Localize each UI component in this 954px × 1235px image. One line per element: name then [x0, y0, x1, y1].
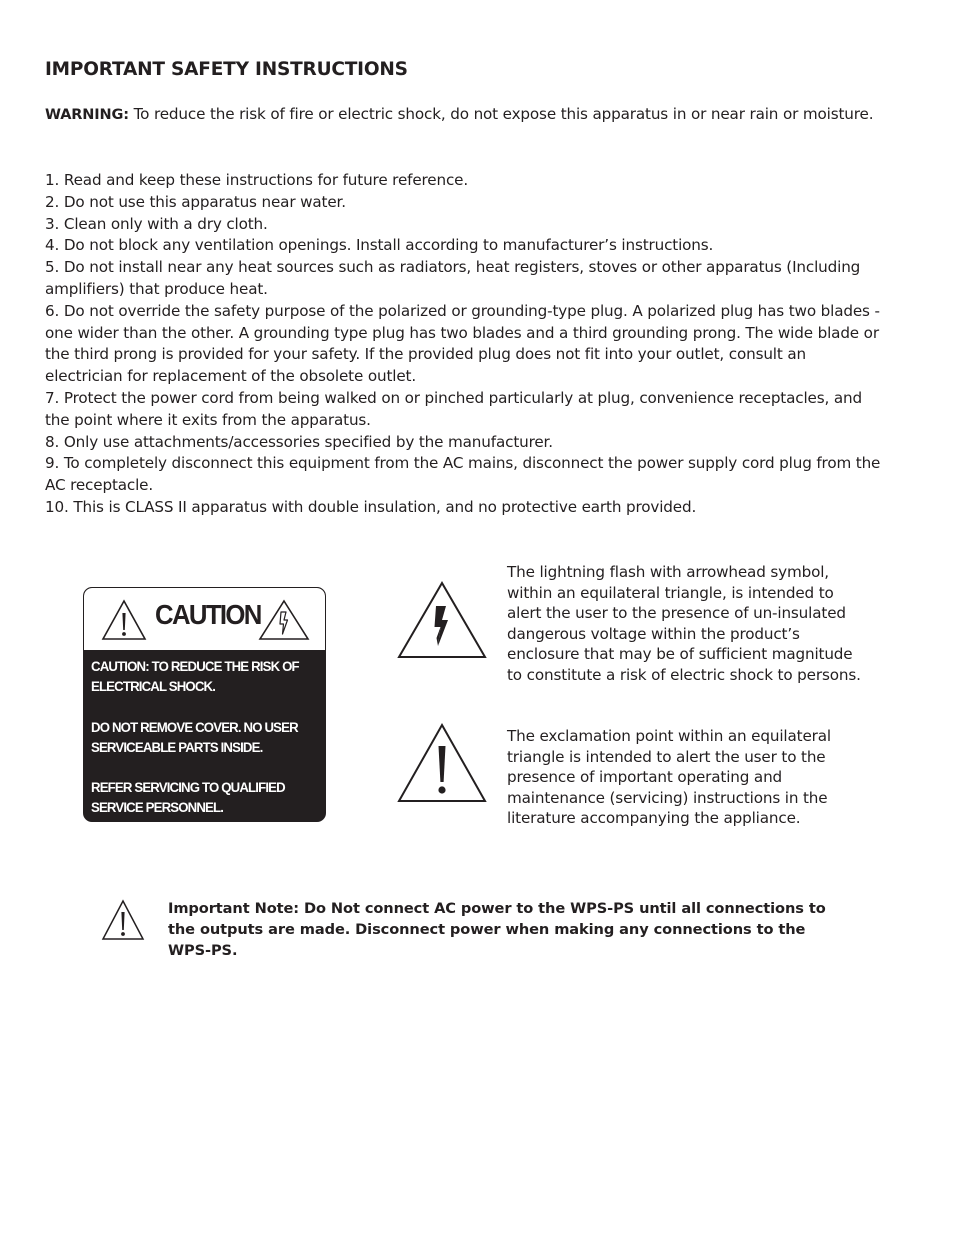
- caution-title: CAUTION: [155, 599, 261, 630]
- caution-line: DO NOT REMOVE COVER. NO USER SERVICEABLE PARTS INSIDE.: [91, 719, 298, 756]
- caution-text: [91, 657, 307, 822]
- warning-label: WARNING:: [45, 107, 129, 123]
- caution-line: REFER SERVICING TO QUALIFIED SERVICE PERSONNEL.: [91, 780, 285, 817]
- important-note: Important Note: Do Not connect AC power to the WPS-PS until all connections to the outputs are made. Disconnect power when making any connections to the WPS-PS.: [168, 900, 826, 959]
- lightning-symbol-description: The lightning flash with arrowhead symbol, within an equilateral triangle, is intended to alert the user to the presence of un-insulated dangerous voltage within the product’s enclosure that may be of sufficient magnitude to constitute a risk of electric shock to persons.: [507, 563, 861, 684]
- exclamation-triangle-icon: [396, 722, 488, 804]
- instruction-item: 7. Protect the power cord from being walked on or pinched particularly at plug, convenience receptacles, and the point where it exits from the apparatus.: [45, 388, 862, 429]
- instruction-item: 1. Read and keep these instructions for future reference.: [45, 171, 469, 189]
- instruction-item: 3. Clean only with a dry cloth.: [45, 214, 268, 233]
- exclamation-symbol-description: The exclamation point within an equilateral triangle is intended to alert the user to the presence of important operating and maintenance (servicing) instructions in the literature accompanying the appliance.: [507, 727, 831, 828]
- exclamation-triangle-icon: [101, 899, 145, 941]
- instruction-item: 9. To completely disconnect this equipment from the AC mains, disconnect the power supply cord plug from the AC receptacle.: [45, 454, 881, 495]
- instruction-item: 10. This is CLASS II apparatus with double insulation, and no protective earth provided.: [45, 497, 697, 516]
- caution-line: CAUTION: TO REDUCE THE RISK OF ELECTRICAL SHOCK.: [91, 659, 299, 696]
- exclamation-triangle-icon: [100, 598, 148, 642]
- instruction-item: 4. Do not block any ventilation openings. Install according to manufacturer’s instructions.: [45, 236, 714, 255]
- lightning-triangle-icon: [396, 580, 488, 660]
- instruction-list: [45, 170, 885, 519]
- instruction-item: 2. Do not use this apparatus near water.: [45, 192, 346, 211]
- instruction-item: 6. Do not override the safety purpose of the polarized or grounding-type plug. A polarized plug has two blades - one wider than the other. A grounding type plug has two blades and a third grounding prong. The wide blade or the third prong is provided for your safety. If the provided plug does not fit into your outlet, consult an electrician for replacement of the obsolete outlet.: [45, 301, 880, 386]
- caution-label: [83, 587, 326, 822]
- lightning-triangle-icon: [257, 598, 311, 642]
- instruction-item: 8. Only use attachments/accessories specified by the manufacturer.: [45, 432, 553, 451]
- warning-text: To reduce the risk of fire or electric shock, do not expose this apparatus in or near rain or moisture.: [128, 105, 874, 123]
- instruction-item: 5. Do not install near any heat sources such as radiators, heat registers, stoves or other apparatus (Including amplifiers) that produce heat.: [45, 258, 861, 298]
- caution-header: [84, 588, 325, 650]
- warning-paragraph: [45, 104, 875, 127]
- page-title: IMPORTANT SAFETY INSTRUCTIONS: [45, 59, 408, 80]
